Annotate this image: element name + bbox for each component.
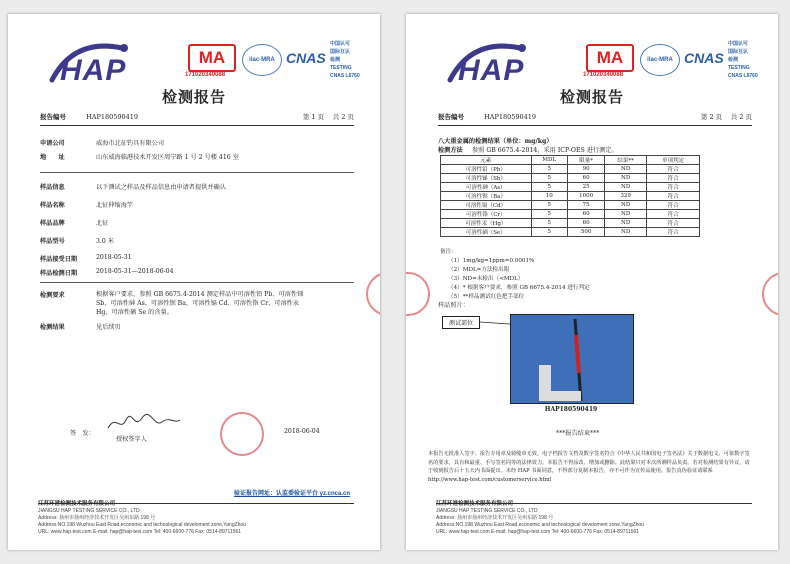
table-cell: 5 (531, 201, 568, 210)
table-cell: 500 (568, 228, 605, 237)
table-cell: ND (605, 228, 647, 237)
table-cell: 5 (531, 165, 568, 174)
report-page-1 (8, 14, 380, 550)
table-cell: 可溶性汞（Hg） (441, 219, 532, 228)
field-address: 地 址 山东威海临港技术开发区周宁路 1 号 2 号楼 416 室 (40, 154, 239, 161)
photo-caption: HAP180590419 (544, 406, 598, 413)
field-sample-model: 样品型号 3.0 米 (40, 238, 114, 245)
table-cell: 可溶性砷（As） (441, 183, 532, 192)
report-page-2 (406, 14, 778, 550)
test-method: 检测方法 参照 GB 6675.4-2014，采用 ICP-OES 进行测定。 (438, 147, 618, 154)
report-title: 检测报告 (161, 88, 226, 106)
official-stamp (220, 412, 264, 456)
sample-photo (510, 314, 634, 404)
table-cell: 符合 (647, 219, 700, 228)
table-cell: 可溶性硒（Se） (441, 228, 532, 237)
field-test-requirement: 检测要求 根据客户要求，参照 GB 6675.4-2014 测定样品中可溶性铅 Pb、可溶性锑 Sb、可溶性砷 As、可溶性钡 Ba、可溶性镉 Cd、可溶性铬 Cr、可溶性汞 Hg、可溶性硒 Se 的含量。 (40, 291, 304, 316)
field-test-date: 样品检测日期 2018-05-31—2018-06-04 (40, 268, 174, 277)
report-end: ***报告结束*** (556, 430, 600, 437)
page-indicator: 第 1 页 共 2 页 (302, 113, 354, 121)
field-test-result: 检测结果 见后续页 (40, 324, 121, 331)
table-cell: ND (605, 210, 647, 219)
table-header-cell: 结果** (605, 156, 647, 165)
cma-certificate-number: 171020340088 (583, 72, 624, 78)
table-cell: 10 (531, 192, 568, 201)
table-cell: 可溶性钡（Ba） (441, 192, 532, 201)
disclaimer: 本报告无批准人签字、报告专用章及骑缝章无效。电子档报告文档及数字签名符合《中华人民共和国电子签名法》关于数据电文、可靠数字签名的要求，具有和最重、手写签名同等的法律效力。本报告不得涂改、增加或删除。此结果只对本次所测样品负责。若对检测结果有异议，请于收到报告后十五天内书面提出。未经 HAP 书面同意，不得部分复制本报告，亦不可作为宣传品使用。报告真伪验证请联系 http://www.hap-test.com/customerservice.html (428, 451, 750, 483)
signature-icon (104, 412, 184, 434)
table-cell: ND (605, 165, 647, 174)
table-cell: 符合 (647, 201, 700, 210)
table-cell: 90 (568, 165, 605, 174)
table-header-cell: 限量* (568, 156, 605, 165)
seam-stamp (762, 272, 778, 316)
ilac-mra-badge: ilac-MRA (242, 44, 282, 76)
table-header-cell: MDL (531, 156, 568, 165)
cma-certificate-number: 171020340088 (185, 72, 226, 78)
report-header (40, 112, 354, 126)
field-sample-name: 样品名称 北征伸缩海竿 (40, 202, 134, 209)
sign-label: 签 发： (70, 430, 95, 437)
table-cell: 25 (568, 183, 605, 192)
cnas-side-text: 中国认可 国际互认 检测 TESTING CNAS L6760 (330, 41, 360, 79)
table-cell: 符合 (647, 165, 700, 174)
table-cell: 可溶性铬（Cr） (441, 210, 532, 219)
divider (40, 282, 354, 283)
table-cell: 75 (568, 201, 605, 210)
table-cell: 符合 (647, 174, 700, 183)
table-row (441, 165, 700, 174)
report-number-label: 报告编号 (40, 113, 66, 121)
cnas-badge: CNAS (684, 50, 724, 66)
divider (40, 172, 354, 173)
table-cell: 5 (531, 228, 568, 237)
table-cell: 可溶性锑（Sb） (441, 174, 532, 183)
results-table (440, 155, 700, 237)
table-cell: 可溶性镉（Cd） (441, 201, 532, 210)
hap-logo-text: HAP (60, 54, 127, 87)
table-row (441, 228, 700, 237)
page-indicator: 第 2 页 共 2 页 (700, 113, 752, 121)
table-cell: 符合 (647, 228, 700, 237)
table-cell: ND (605, 183, 647, 192)
ilac-mra-badge: ilac-MRA (640, 44, 680, 76)
table-cell: 5 (531, 183, 568, 192)
footer: 江苏环港检测技术服务有限公司 JIANGSU HAP TESTING SERVICE CO., LTD Address: 扬州市扬州经济技术开发区吴州东路 198 号 Address:NO.198 Wuzhou East Road,economic and technological develoment zone,YangZhou URL: www.hap-test.com E-mail: hap@hap-test.com Tel: 400-6600-776 Fax: 0514-89711561 (436, 501, 644, 535)
table-cell: 5 (531, 210, 568, 219)
report-title: 检测报告 (559, 88, 624, 106)
table-row (441, 210, 700, 219)
sign-date: 2018-06-04 (284, 428, 320, 435)
table-cell: 60 (568, 174, 605, 183)
table-cell: ND (605, 174, 647, 183)
table-header-cell: 元素 (441, 156, 532, 165)
table-cell: 60 (568, 210, 605, 219)
report-number: HAP180590419 (86, 113, 139, 121)
field-sample-info: 样品信息 以下测试之样品及样品信息由申请者提供并确认 (40, 184, 226, 191)
notes-label: 备注： (440, 249, 457, 255)
test-part-callout: 测试部位 (442, 316, 480, 329)
notes: 备注： （1）1mg/kg=1ppm=0.0001% （2）MDL=方法检出限 （3）ND=未检出（<MDL） （4）* 根据客户要求，参照 GB 6675.4-2014 进行判定 （5）**样品测试红色把手部位 (440, 249, 590, 300)
seam-stamp (406, 272, 430, 316)
table-row (441, 219, 700, 228)
table-row (441, 183, 700, 192)
table-header-cell: 单项判定 (647, 156, 700, 165)
photo-label: 样品照片： (438, 302, 469, 309)
table-cell: 可溶性铅（Pb） (441, 165, 532, 174)
cnas-badge: CNAS (286, 50, 326, 66)
seam-stamp (366, 272, 380, 316)
table-cell: 5 (531, 174, 568, 183)
cma-certification-badge: MA (188, 44, 236, 72)
hap-logo-text: HAP (458, 54, 525, 87)
table-cell: 329 (605, 192, 647, 201)
table-cell: ND (605, 219, 647, 228)
report-number-label: 报告编号 (438, 113, 464, 121)
footer: 江苏环港检测技术服务有限公司 JIANGSU HAP TESTING SERVICE CO., LTD Address: 扬州市扬州经济技术开发区吴州东路 198 号 Address:NO.198 Wuzhou East Road,economic and technological develoment zone,YangZhou URL: www.hap-test.com E-mail: hap@hap-test.com Tel: 400-6600-776 Fax: 0514-89711561 (38, 501, 246, 535)
cma-certification-badge: MA (586, 44, 634, 72)
table-cell: 5 (531, 219, 568, 228)
report-number: HAP180590419 (484, 113, 537, 121)
table-cell: 60 (568, 219, 605, 228)
table-cell: 符合 (647, 183, 700, 192)
table-row (441, 201, 700, 210)
report-header (438, 112, 752, 126)
section-title: 八大重金属的检测结果（单位：mg/kg） (438, 138, 553, 145)
cnas-side-text: 中国认可 国际互认 检测 TESTING CNAS L6760 (728, 41, 758, 79)
verify-link[interactable]: 验证报告网址：认监委验证平台 yz.cnca.cn (234, 491, 351, 497)
sign-title: 授权签字人 (116, 436, 147, 443)
field-receive-date: 样品接受日期 2018-05-31 (40, 254, 132, 263)
table-row (441, 174, 700, 183)
table-cell: 符合 (647, 210, 700, 219)
field-applicant: 申请公司 威海市北征钓具有限公司 (40, 140, 165, 147)
table-row (441, 192, 700, 201)
field-sample-brand: 样品品牌 北征 (40, 220, 109, 227)
table-cell: 符合 (647, 192, 700, 201)
table-cell: 1000 (568, 192, 605, 201)
table-cell: ND (605, 201, 647, 210)
